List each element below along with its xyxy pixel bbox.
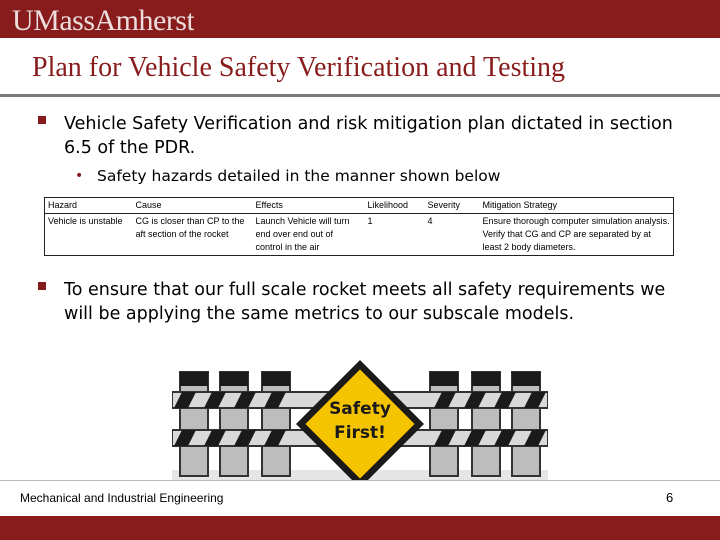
sub-bullet-hazards [75, 164, 500, 188]
table-header-row [45, 198, 674, 214]
cell-severity: 4 [427, 216, 433, 226]
square-bullet-icon [38, 282, 46, 290]
safety-barrier-illustration [172, 358, 548, 480]
footer-divider [0, 480, 720, 481]
header-likelihood: Likelihood [365, 198, 425, 214]
footer-department: Mechanical and Industrial Engineering [20, 491, 224, 505]
safety-first-image [172, 358, 548, 480]
sub-bullet-text: Safety hazards detailed in the manner shown below [97, 167, 501, 185]
bullet-verification-plan [38, 112, 698, 160]
cell-mitigation: Ensure thorough computer simulation analysis. Verify that CG and CP are separated by at least 2 body diameters. [482, 216, 670, 252]
sign-text-line2: First! [334, 423, 386, 443]
header-severity: Severity [425, 198, 480, 214]
header-hazard: Hazard [45, 198, 133, 214]
header-cause: Cause [133, 198, 253, 214]
university-logo: UMassAmherst [12, 6, 195, 37]
sign-text-line1: Safety [329, 399, 391, 419]
dot-bullet-icon: • [75, 168, 84, 184]
square-bullet-icon [38, 116, 46, 124]
header-effects: Effects [253, 198, 365, 214]
footer-bar [0, 516, 720, 540]
table-row [45, 214, 674, 256]
cell-effects: Launch Vehicle will turn end over end out of control in the air [255, 216, 350, 252]
cell-hazard: Vehicle is unstable [48, 216, 123, 226]
page-number: 6 [666, 490, 674, 505]
header-bar [0, 0, 720, 38]
header-mitigation: Mitigation Strategy [480, 198, 674, 214]
title-divider [0, 94, 720, 97]
bullet-text: Vehicle Safety Verification and risk mitigation plan dictated in section 6.5 of the PDR. [64, 114, 673, 158]
hazard-table [44, 197, 674, 256]
slide-title: Plan for Vehicle Safety Verification and Testing [32, 52, 566, 83]
bullet-subscale-metrics [38, 278, 698, 326]
cell-likelihood: 1 [367, 216, 373, 226]
cell-cause: CG is closer than CP to the aft section of the rocket [135, 216, 245, 239]
bullet-text: To ensure that our full scale rocket meets all safety requirements we will be applying the same metrics to our subscale models. [64, 280, 666, 324]
